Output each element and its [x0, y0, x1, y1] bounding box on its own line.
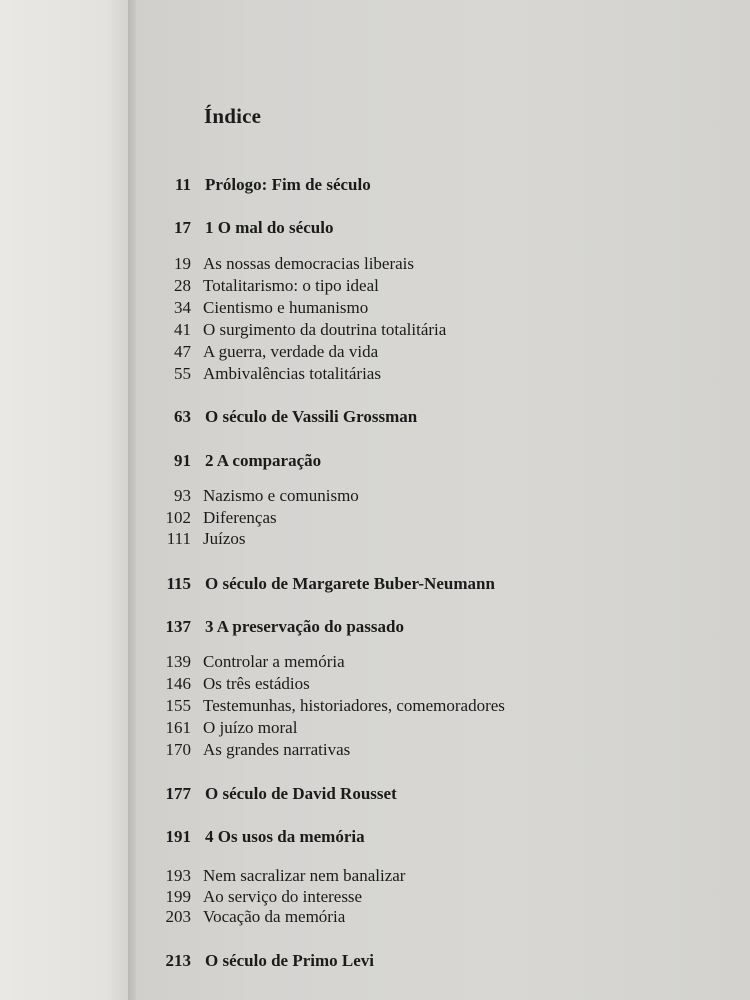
toc-entry-title: 3 A preservação do passado [205, 617, 404, 636]
toc-entry-title: Prólogo: Fim de século [205, 175, 371, 194]
toc-entry-title: Testemunhas, historiadores, comemoradores [203, 696, 505, 715]
toc-page-number: 91 [174, 451, 191, 470]
toc-page-number: 139 [165, 652, 191, 671]
toc-page-number: 41 [174, 320, 191, 339]
toc-entry [0, 507, 750, 529]
toc-page-number: 47 [174, 342, 191, 361]
toc-page-number: 34 [174, 298, 191, 317]
toc-page-number: 55 [174, 364, 191, 383]
toc-page-number: 191 [165, 827, 191, 846]
toc-entry [0, 826, 750, 848]
toc-entry [0, 717, 750, 739]
toc-entry-title: O século de David Rousset [205, 784, 397, 803]
toc-entry-title: 2 A comparação [205, 451, 322, 470]
toc-entry [0, 783, 750, 805]
toc-entry [0, 651, 750, 673]
toc-entry-title: O século de Vassili Grossman [205, 407, 418, 426]
toc-entry-title: 1 O mal do século [205, 218, 334, 237]
toc-page-number: 17 [174, 218, 191, 237]
toc-page-number: 161 [165, 718, 191, 737]
toc-entry-title: O século de Primo Levi [205, 951, 375, 970]
toc-page-number: 193 [165, 866, 191, 885]
toc-page-number: 93 [174, 486, 191, 505]
toc-entry [0, 363, 750, 385]
toc-entry [0, 673, 750, 695]
toc-entry [0, 906, 750, 928]
toc-entry-title: O juízo moral [203, 718, 298, 737]
toc-page-number: 28 [174, 276, 191, 295]
toc-entry [0, 450, 750, 472]
toc-entry [0, 253, 750, 275]
toc-page-number: 146 [165, 674, 191, 693]
toc-entry [0, 573, 750, 595]
toc-entry [0, 739, 750, 761]
toc-page-number: 111 [166, 529, 191, 548]
toc-page-number: 137 [165, 617, 191, 636]
toc-page-number: 170 [165, 740, 191, 759]
toc-entry-title: As nossas democracias liberais [203, 254, 415, 273]
toc-page-number: 11 [174, 175, 191, 194]
toc-entry-title: Totalitarismo: o tipo ideal [203, 276, 379, 295]
toc-page-number: 102 [165, 508, 191, 527]
toc-entry-title: Ao serviço do interesse [203, 887, 363, 906]
toc-entry-title: Os três estádios [203, 674, 310, 693]
toc-entry [0, 275, 750, 297]
toc-entry-title: Nem sacralizar nem banalizar [203, 866, 406, 885]
toc-entry [0, 485, 750, 507]
toc-page-number: 63 [174, 407, 191, 426]
toc-page-number: 199 [165, 887, 191, 906]
toc-entry [0, 174, 750, 196]
toc-page-number: 155 [165, 696, 191, 715]
toc-page-number: 19 [174, 254, 191, 273]
toc-entry-title: Cientismo e humanismo [203, 298, 369, 317]
toc-entry-title: A guerra, verdade da vida [203, 342, 379, 361]
toc-entry-title: O século de Margarete Buber-Neumann [205, 574, 495, 593]
toc-entry [0, 319, 750, 341]
toc-entry [0, 217, 750, 239]
toc-entry [0, 950, 750, 972]
toc-entry-title: Nazismo e comunismo [203, 486, 359, 505]
toc-entry-title: Diferenças [203, 508, 277, 527]
toc-entry [0, 865, 750, 887]
toc-entry [0, 406, 750, 428]
toc-entry [0, 886, 750, 908]
toc-entry-title: Juízos [203, 529, 246, 548]
toc-entry-title: O surgimento da doutrina totalitária [203, 320, 447, 339]
toc-page-number: 177 [165, 784, 191, 803]
toc-entry-title: Ambivalências totalitárias [203, 364, 381, 383]
toc-page-number: 115 [166, 574, 191, 593]
toc-entry [0, 616, 750, 638]
toc-page-number: 203 [165, 907, 191, 926]
toc-entry-title: 4 Os usos da memória [205, 827, 365, 846]
toc-entry-title: Controlar a memória [203, 652, 345, 671]
toc-entry-title: Vocação da memória [203, 907, 346, 926]
toc-entry-title: As grandes narrativas [203, 740, 351, 759]
toc-entry [0, 341, 750, 363]
toc-title: Índice [204, 104, 262, 128]
toc-entry [0, 695, 750, 717]
toc-page-number: 213 [165, 951, 191, 970]
toc-entry [0, 528, 750, 550]
toc-entry [0, 297, 750, 319]
